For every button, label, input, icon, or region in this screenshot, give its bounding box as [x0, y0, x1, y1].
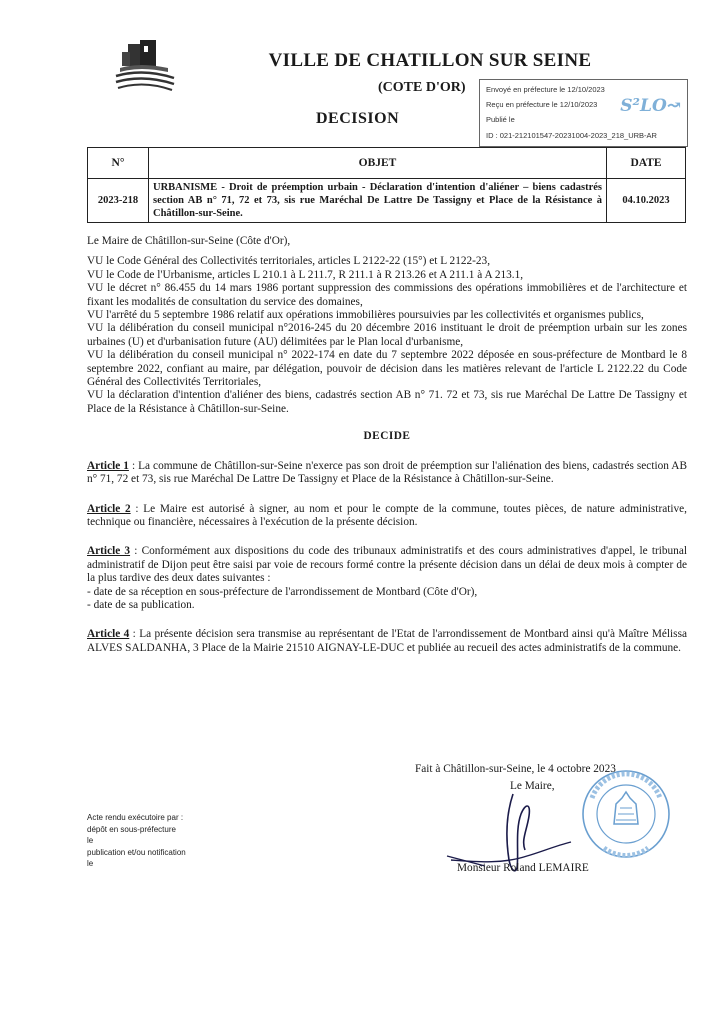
consideration-item: VU la délibération du conseil municipal n° 2022-174 en date du 7 septembre 2022 déposée en sous-préfecture de Montbard le 8 septembre 2022, confiant au maire, par délégation, pouvoir de décision dans les matières relevant de l'article L 2122.22 du Code Général des Collectivités Territoriales,	[87, 349, 687, 389]
article-1-label: Article 1	[87, 459, 129, 472]
decision-body	[87, 235, 687, 655]
article-2-label: Article 2	[87, 502, 131, 515]
table-row	[88, 179, 686, 223]
decision-table	[87, 147, 686, 223]
article-4-label: Article 4	[87, 628, 130, 641]
article-4	[87, 628, 687, 655]
consideration-item: VU la déclaration d'intention d'aliéner des biens, cadastrés section AB n° 71. 72 et 73, sis rue Maréchal De Lattre De Tassigny et Place de la Résistance à Châtillon-sur-Seine.	[87, 389, 687, 415]
article-3-item: - date de sa réception en sous-préfecture de l'arrondissement de Montbard (Côte d'Or),	[87, 585, 478, 598]
article-3-item: - date de sa publication.	[87, 598, 195, 611]
article-1-text: : La commune de Châtillon-sur-Seine n'exerce pas son droit de préemption sur l'aliénation des biens, cadastrés section AB n° 71, 72 et 73, sis rue Maréchal De Lattre De Tassigny et Place de la Résistance à Châtillon-sur-Seine.	[87, 459, 687, 486]
town-title: VILLE DE CHATILLON SUR SEINE	[268, 50, 592, 71]
decide-heading: DECIDE	[363, 430, 411, 443]
header-date: DATE	[607, 148, 686, 179]
slo-swoosh-icon: ↝	[666, 96, 681, 116]
note-line: le	[87, 859, 94, 868]
article-2	[87, 503, 687, 530]
document-type-title: DECISION	[316, 110, 400, 127]
stamp-received: Reçu en préfecture le 12/10/2023	[486, 100, 598, 109]
note-line: Acte rendu exécutoire par :	[87, 813, 184, 822]
intro-line: Le Maire de Châtillon-sur-Seine (Côte d'Or),	[87, 235, 291, 247]
town-coat-of-arms-logo	[110, 38, 178, 93]
stamp-published: Publié le	[486, 115, 515, 124]
slo-logo-text: S²LO	[620, 96, 667, 116]
article-3-text: : Conformément aux dispositions du code des tribunaux administratifs et des cours administratives d'appel, le tribunal administratif de Dijon peut être saisi par voie de recours formé contre la présente décision dans un délai de deux mois à compter de la plus tardive des deux dates suivantes :	[87, 545, 687, 585]
header-object: OBJET	[149, 148, 607, 179]
signature-role: Le Maire,	[510, 780, 555, 792]
note-line: dépôt en sous-préfecture	[87, 824, 176, 834]
article-3	[87, 545, 687, 585]
article-4-text: : La présente décision sera transmise au représentant de l'Etat de l'arrondissement de Montbard ainsi qu'à Maître Mélissa ALVES SALDANHA, 3 Place de la Mairie 21510 AIGNAY-LE-DUC et publiée au recueil des actes administratifs de la commune.	[87, 628, 687, 654]
header-number: N°	[88, 148, 149, 179]
consideration-item: VU l'arrêté du 5 septembre 1986 relatif aux opérations immobilières poursuivies par les collectivités et organismes publics,	[87, 309, 644, 322]
signature-place-date: Fait à Châtillon-sur-Seine, le 4 octobre 2023	[415, 763, 616, 775]
consideration-item: VU le Code Général des Collectivités territoriales, articles L 2122-22 (15°) et L 2122-23,	[87, 255, 491, 268]
considerations-block	[87, 255, 687, 416]
slo-logo	[620, 96, 681, 116]
stamp-id: ID : 021-212101547-20231004-2023_218_URB-AR	[486, 131, 657, 140]
prefecture-stamp	[479, 79, 688, 147]
enforceability-note	[87, 812, 186, 870]
department-label: (COTE D'OR)	[378, 80, 466, 95]
decision-number: 2023-218	[88, 179, 149, 223]
consideration-item: VU la délibération du conseil municipal n°2016-245 du 20 décembre 2016 instituant le droit de préemption urbain sur les zones urbaines (U) et d'urbanisation future (AU) délimitées par le Plan local d'urbanisme,	[87, 322, 687, 348]
consideration-item: VU le Code de l'Urbanisme, articles L 210.1 à L 211.7, R 211.1 à R 213.26 et A 211.1 à A 213.1,	[87, 268, 524, 281]
article-1	[87, 460, 687, 487]
consideration-item: VU le décret n° 86.455 du 14 mars 1986 portant suppression des commissions des opérations immobilières et de l'architecture et fixant les modalités de consultation du service des domaines,	[87, 282, 687, 308]
note-line: publication et/ou notification	[87, 847, 186, 857]
article-2-text: : Le Maire est autorisé à signer, au nom et pour le compte de la commune, toutes pièces, de nature administrative, technique ou financière, nécessaires à l'exécution de la présente décision.	[87, 502, 687, 528]
article-3-label: Article 3	[87, 545, 131, 558]
stamp-sent: Envoyé en préfecture le 12/10/2023	[486, 85, 605, 94]
note-line: le	[87, 836, 94, 845]
decision-object: URBANISME - Droit de préemption urbain - Déclaration d'intention d'aliéner – biens cadastrés section AB n° 71, 72 et 73, sis rue Maréchal De Lattre De Tassigny et Place de la Résistance à Châtillon-sur-Seine.	[149, 179, 607, 223]
decision-date: 04.10.2023	[607, 179, 686, 223]
signatory-name: Monsieur Roland LEMAIRE	[457, 862, 589, 874]
table-header-row	[88, 148, 686, 179]
